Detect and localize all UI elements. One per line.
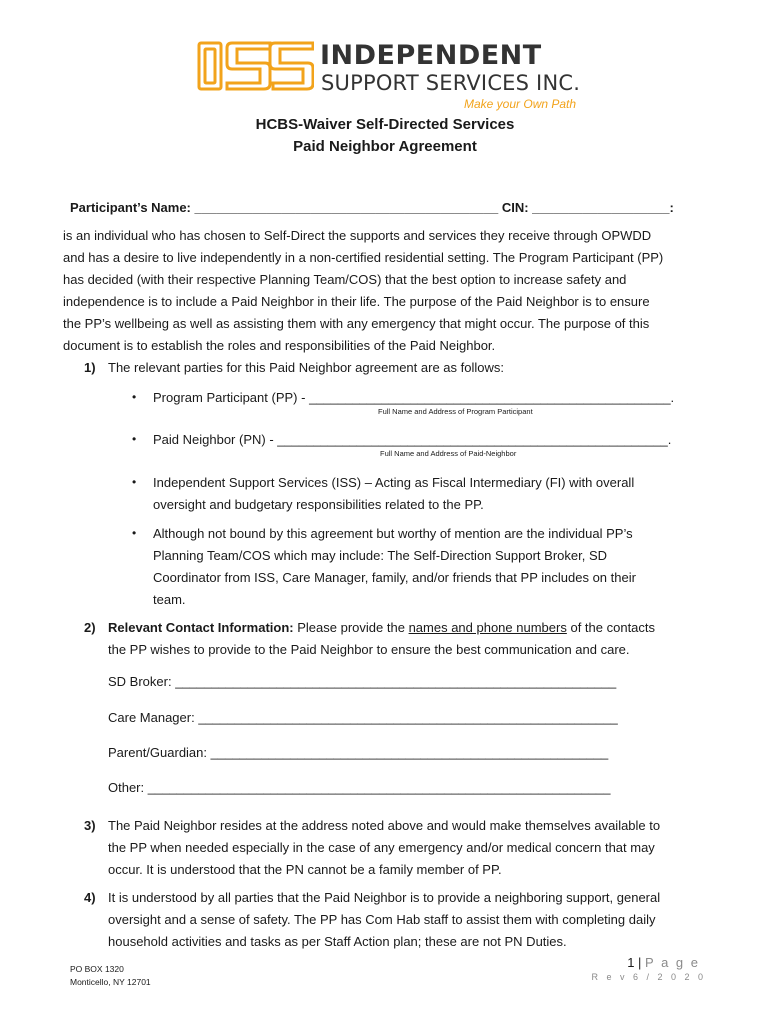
- contact-label: SD Broker:: [108, 674, 172, 689]
- note-bullet-line: team.: [153, 592, 186, 607]
- cin-field[interactable]: ___________________:: [532, 200, 674, 215]
- contact-row-parent-guardian: [108, 745, 608, 760]
- section-3-line: occur. It is understood that the PN cannot be a family member of PP.: [108, 862, 502, 877]
- footer-address-line2: Monticello, NY 12701: [70, 977, 151, 987]
- intro-line: and has a desire to live independently in a non-certified residential setting. The Program Participant (PP): [63, 250, 664, 265]
- iss-bullet-line: Independent Support Services (ISS) – Acting as Fiscal Intermediary (FI) with overall: [153, 475, 635, 490]
- page-number: [627, 955, 700, 970]
- other-field[interactable]: ________________________________________________________________: [147, 780, 611, 795]
- pp-caption: Full Name and Address of Program Participant: [378, 407, 533, 416]
- logo-company-subtitle: SUPPORT SERVICES INC.: [321, 71, 581, 95]
- contact-row-sd-broker: [108, 674, 616, 689]
- contact-label: Parent/Guardian:: [108, 745, 208, 760]
- logo-tagline: Make your Own Path: [464, 97, 577, 111]
- contact-row-other: [108, 780, 610, 795]
- section-1-text: The relevant parties for this Paid Neighbor agreement are as follows:: [108, 360, 504, 375]
- note-bullet-line: Coordinator from ISS, Care Manager, family, and/or friends that PP includes on their: [153, 570, 636, 585]
- iss-logo-mark-icon: [196, 40, 314, 92]
- note-bullet-line: Although not bound by this agreement but worthy of mention are the individual PP’s: [153, 526, 633, 541]
- page-number-value: 1: [627, 955, 635, 970]
- section-2-text-pre: Please provide the: [297, 620, 405, 635]
- intro-line: independence is to include a Paid Neighbor in their life. The purpose of the Paid Neighbor is to ensure: [63, 294, 650, 309]
- company-logo: [196, 40, 586, 114]
- section-2-underlined: names and phone numbers: [408, 620, 567, 635]
- section-3-line: The Paid Neighbor resides at the address noted above and would make themselves available to: [108, 818, 661, 833]
- pp-row: [153, 390, 674, 405]
- parent-guardian-field[interactable]: _______________________________________________________: [210, 745, 609, 760]
- bullet-icon: •: [132, 475, 137, 489]
- intro-line: is an individual who has chosen to Self-Direct the supports and services they receive through OPWDD: [63, 228, 652, 243]
- section-4-number: 4): [84, 890, 96, 905]
- iss-bullet-line: oversight and budgetary responsibilities related to the PP.: [153, 497, 484, 512]
- care-manager-field[interactable]: __________________________________________________________: [198, 710, 618, 725]
- sd-broker-field[interactable]: _____________________________________________________________: [175, 674, 617, 689]
- participant-name-field[interactable]: __________________________________________: [194, 200, 499, 215]
- bullet-icon: •: [132, 526, 137, 540]
- pp-field[interactable]: __________________________________________________.: [309, 390, 675, 405]
- page-label: P a g e: [645, 955, 700, 970]
- footer-address-line1: PO BOX 1320: [70, 964, 124, 974]
- participant-name-label: Participant’s Name:: [70, 200, 191, 215]
- section-2-number: 2): [84, 620, 96, 635]
- note-bullet-line: Planning Team/COS which may include: The Self-Direction Support Broker, SD: [153, 548, 608, 563]
- bullet-icon: •: [132, 432, 137, 446]
- revision-label: R e v 6 / 2 0 2 0: [591, 972, 706, 982]
- pp-label: Program Participant (PP) -: [153, 390, 306, 405]
- page-separator: |: [634, 955, 646, 970]
- intro-line: the PP’s wellbeing as well as assisting them with any emergency that might occur. The purpose of this: [63, 316, 650, 331]
- logo-company-name: INDEPENDENT: [320, 40, 542, 71]
- section-2-line: [108, 620, 655, 635]
- document-subtitle: Paid Neighbor Agreement: [293, 138, 477, 155]
- cin-label: CIN:: [501, 200, 529, 215]
- section-3-line: the PP when needed especially in the case of any emergency and/or medical concern that may: [108, 840, 655, 855]
- section-4-line: household activities and tasks as per Staff Action plan; these are not PN Duties.: [108, 934, 567, 949]
- pn-label: Paid Neighbor (PN) -: [153, 432, 274, 447]
- section-3-number: 3): [84, 818, 96, 833]
- section-1-number: 1): [84, 360, 96, 375]
- bullet-icon: •: [132, 390, 137, 404]
- section-2-line2: the PP wishes to provide to the Paid Neighbor to ensure the best communication and care.: [108, 642, 630, 657]
- intro-line: document is to establish the roles and responsibilities of the Paid Neighbor.: [63, 338, 496, 353]
- section-2-text-post: of the contacts: [570, 620, 656, 635]
- contact-label: Other:: [108, 780, 145, 795]
- section-4-line: oversight and a sense of safety. The PP has Com Hab staff to assist them with completing daily: [108, 912, 656, 927]
- participant-line: [70, 200, 674, 215]
- pn-caption: Full Name and Address of Paid-Neighbor: [380, 449, 517, 458]
- section-4-line: It is understood by all parties that the Paid Neighbor is to provide a neighboring support, general: [108, 890, 661, 905]
- pn-row: [153, 432, 671, 447]
- document-title: HCBS-Waiver Self-Directed Services: [255, 116, 515, 133]
- pn-field[interactable]: ______________________________________________________.: [277, 432, 672, 447]
- contact-label: Care Manager:: [108, 710, 195, 725]
- contact-row-care-manager: [108, 710, 618, 725]
- intro-line: has decided (with their respective Planning Team/COS) that the best option to increase safety and: [63, 272, 627, 287]
- section-2-heading: Relevant Contact Information:: [108, 620, 294, 635]
